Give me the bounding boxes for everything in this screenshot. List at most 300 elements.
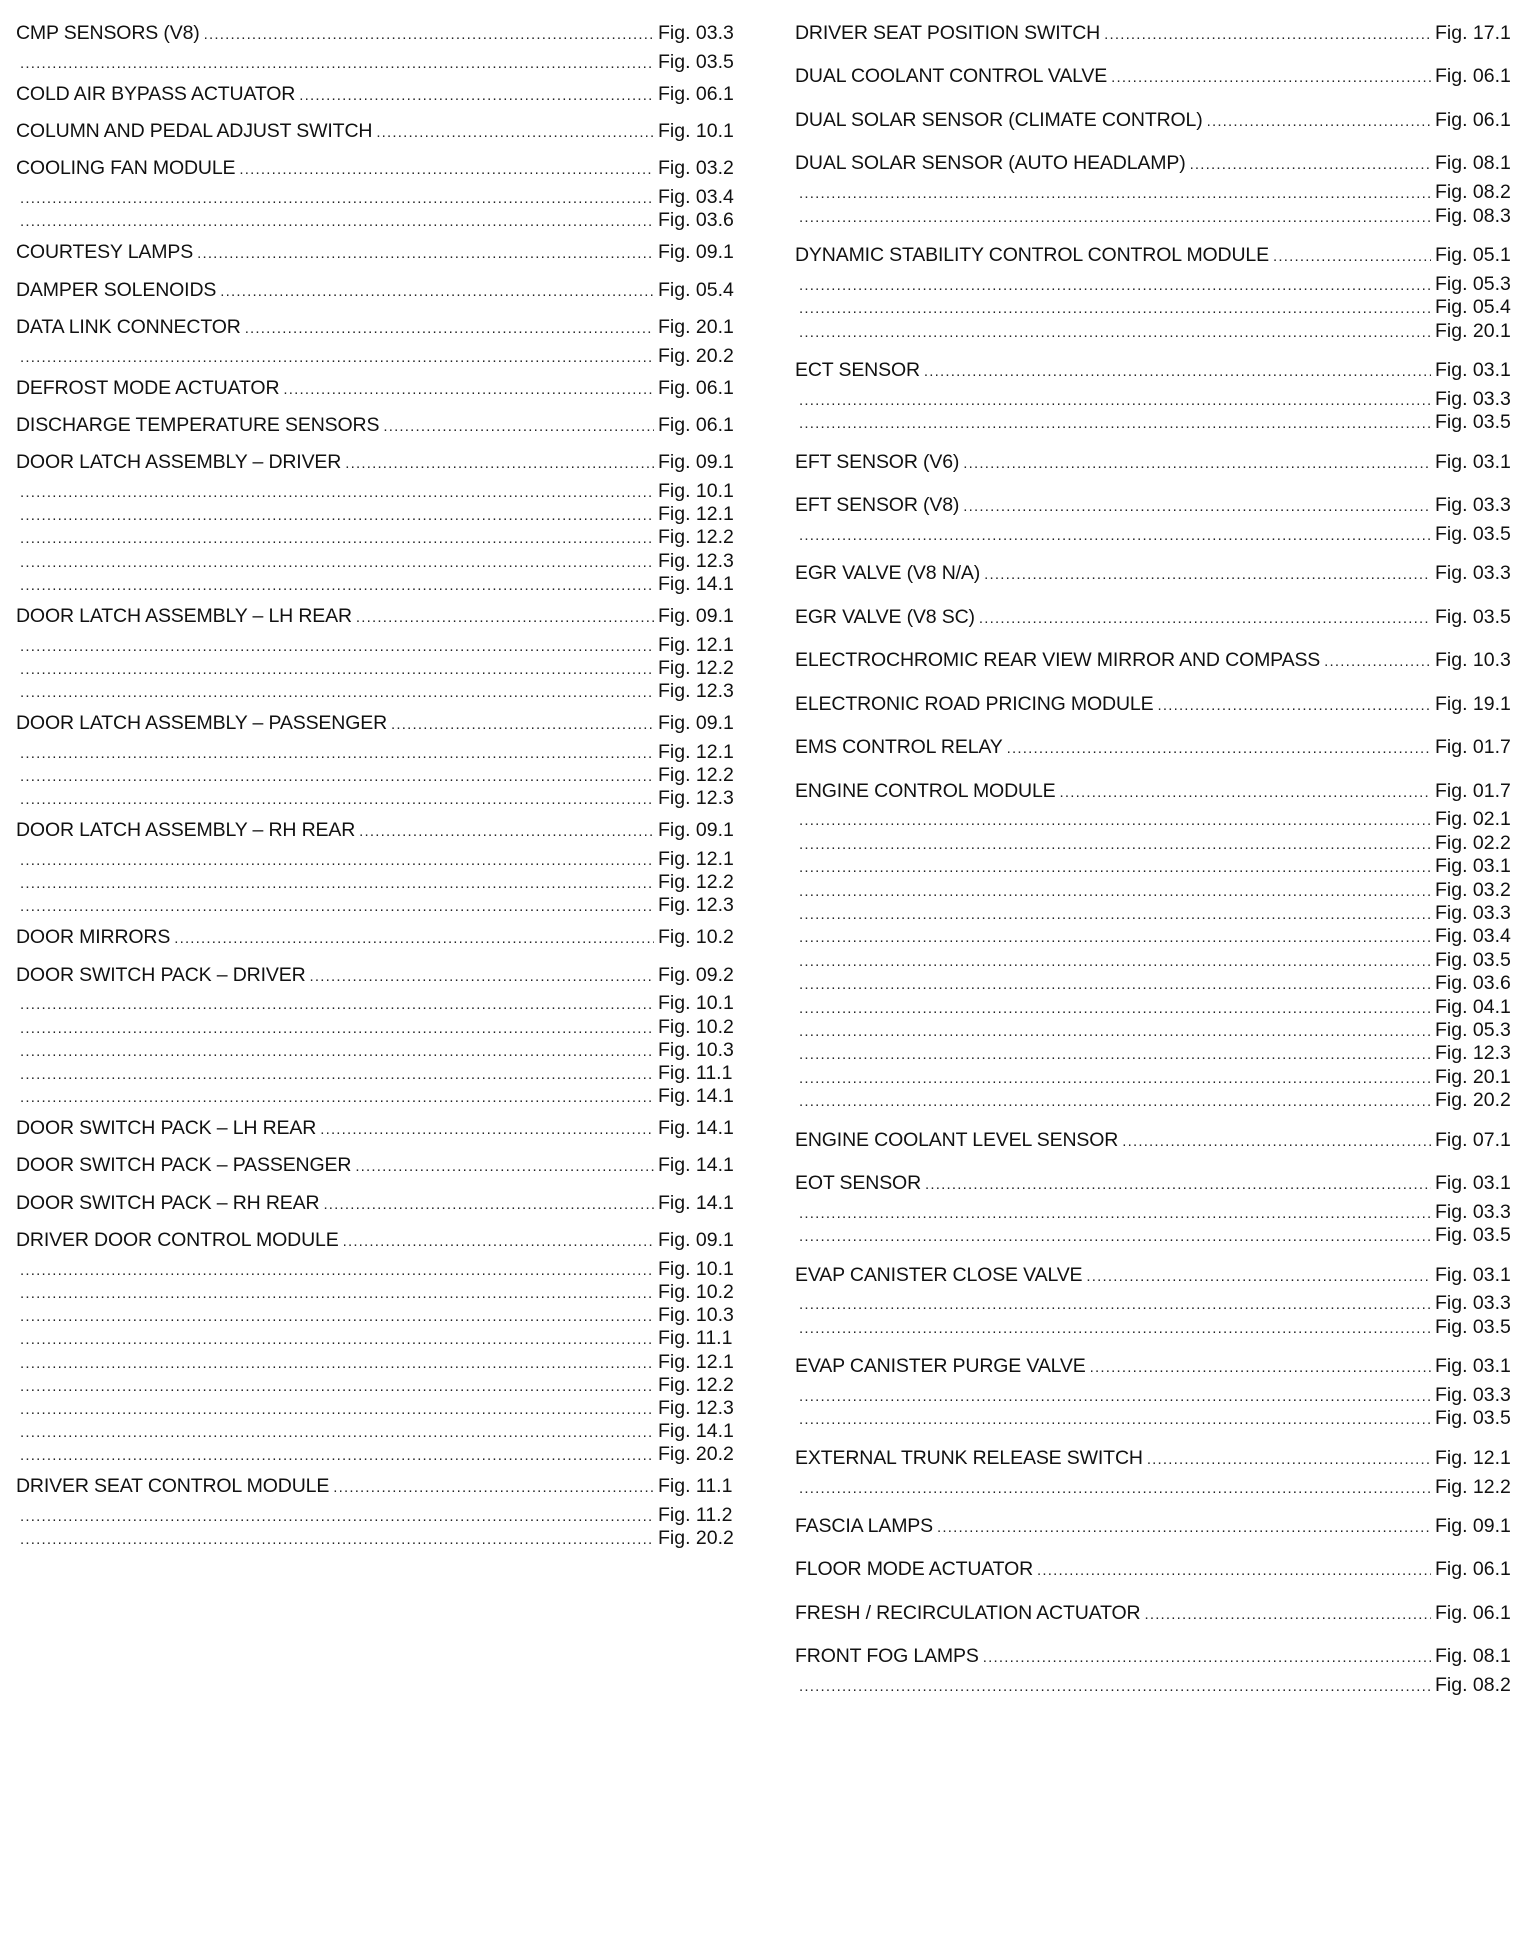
index-continuation-line — [795, 1042, 1523, 1065]
index-entry — [795, 736, 1523, 765]
index-continuation-line — [16, 1527, 746, 1550]
dot-leader — [799, 277, 1431, 294]
entry-label: DUAL COOLANT CONTROL VALVE — [795, 65, 1108, 88]
index-entry — [795, 494, 1523, 546]
dot-leader — [1122, 1133, 1431, 1150]
index-continuation-line — [16, 1085, 746, 1108]
figure-reference: Fig. 03.3 — [1435, 562, 1511, 585]
dot-leader — [799, 1296, 1431, 1313]
dot-leader — [1157, 697, 1431, 714]
figure-reference: Fig. 20.1 — [658, 315, 734, 338]
dot-leader — [20, 554, 654, 571]
dot-leader — [1190, 156, 1431, 173]
index-entry-line — [16, 1229, 746, 1258]
dot-leader — [20, 190, 654, 207]
index-continuation-line — [16, 550, 746, 573]
figure-reference: Fig. 08.3 — [1435, 204, 1511, 227]
figure-reference: Fig. 03.5 — [658, 50, 734, 73]
index-entry — [795, 1129, 1523, 1158]
entry-label: DRIVER SEAT CONTROL MODULE — [16, 1475, 330, 1498]
figure-reference: Fig. 05.4 — [658, 278, 734, 301]
index-continuation-line — [16, 787, 746, 810]
dot-leader — [20, 1508, 654, 1525]
figure-reference: Fig. 14.1 — [658, 1117, 734, 1140]
index-entry-line — [795, 1172, 1523, 1201]
dot-leader — [924, 363, 1431, 380]
index-entry — [795, 562, 1523, 591]
index-entry — [16, 1229, 746, 1466]
index-continuation-line — [16, 1443, 746, 1466]
dot-leader — [799, 1411, 1431, 1428]
index-entry-line — [795, 1129, 1523, 1158]
index-entry-line — [795, 1447, 1523, 1476]
index-entry — [795, 109, 1523, 138]
figure-reference: Fig. 08.1 — [1435, 152, 1511, 175]
figure-reference: Fig. 06.1 — [658, 82, 734, 105]
dot-leader — [799, 929, 1431, 946]
figure-reference: Fig. 20.1 — [1435, 1065, 1511, 1088]
index-entry-line — [795, 1645, 1523, 1674]
index-continuation-line — [16, 480, 746, 503]
figure-reference: Fig. 06.1 — [1435, 65, 1511, 88]
dot-leader — [799, 836, 1431, 853]
index-entry-line — [795, 65, 1523, 94]
index-entry — [16, 83, 746, 112]
figure-reference: Fig. 03.5 — [1435, 605, 1511, 628]
figure-reference: Fig. 06.1 — [658, 376, 734, 399]
index-entry-line — [795, 780, 1523, 809]
figure-reference: Fig. 03.3 — [658, 22, 734, 44]
figure-reference: Fig. 12.1 — [658, 633, 734, 656]
figure-reference: Fig. 03.1 — [1435, 1263, 1511, 1286]
figure-reference: Fig. 19.1 — [1435, 692, 1511, 715]
dot-leader — [20, 530, 654, 547]
index-entry-line — [16, 1192, 746, 1221]
index-continuation-line — [16, 526, 746, 549]
dot-leader — [1090, 1359, 1431, 1376]
index-continuation-line — [16, 1062, 746, 1085]
figure-reference: Fig. 07.1 — [1435, 1128, 1511, 1151]
figure-reference: Fig. 12.1 — [1435, 1446, 1511, 1469]
index-entry — [16, 605, 746, 703]
figure-reference: Fig. 11.2 — [658, 1504, 733, 1527]
figure-reference: Fig. 03.5 — [1435, 522, 1511, 545]
figure-reference: Fig. 09.1 — [658, 712, 734, 734]
index-entry-line — [16, 819, 746, 848]
figure-reference: Fig. 12.1 — [658, 740, 734, 763]
dot-leader — [20, 1531, 654, 1548]
dot-leader — [20, 898, 654, 915]
dot-leader — [20, 507, 654, 524]
figure-reference: Fig. 08.1 — [1435, 1645, 1511, 1668]
dot-leader — [299, 87, 654, 104]
dot-leader — [1104, 26, 1431, 43]
index-entry-line — [16, 451, 746, 480]
index-entry — [16, 926, 746, 955]
index-continuation-line — [795, 1019, 1523, 1042]
dot-leader — [984, 566, 1431, 583]
index-continuation-line — [795, 1066, 1523, 1089]
figure-reference: Fig. 03.1 — [1435, 450, 1511, 473]
dot-leader — [799, 1228, 1431, 1245]
entry-label: DOOR LATCH ASSEMBLY – DRIVER — [16, 451, 342, 474]
entry-label: DEFROST MODE ACTUATOR — [16, 376, 280, 399]
figure-reference: Fig. 10.1 — [658, 120, 734, 143]
figure-reference: Fig. 10.2 — [658, 1281, 734, 1304]
figure-reference: Fig. 08.2 — [1435, 1674, 1511, 1697]
figure-reference: Fig. 10.3 — [1435, 649, 1511, 672]
entry-label: EGR VALVE (V8 SC) — [795, 605, 975, 628]
index-entry-line — [795, 606, 1523, 635]
entry-label: FASCIA LAMPS — [795, 1514, 934, 1537]
dot-leader — [20, 638, 654, 655]
index-continuation-line — [795, 1224, 1523, 1247]
entry-label: CMP SENSORS (V8) — [16, 22, 200, 44]
entry-label: ENGINE CONTROL MODULE — [795, 779, 1056, 802]
figure-reference: Fig. 20.2 — [658, 1443, 734, 1466]
index-continuation-line — [795, 972, 1523, 995]
index-continuation-line — [16, 741, 746, 764]
dot-leader — [359, 823, 654, 840]
index-entry — [16, 157, 746, 232]
dot-leader — [20, 1089, 654, 1106]
figure-reference: Fig. 12.3 — [1435, 1042, 1511, 1065]
index-continuation-line — [795, 1384, 1523, 1407]
figure-reference: Fig. 10.1 — [658, 1257, 734, 1280]
index-entry — [795, 1558, 1523, 1587]
dot-leader — [20, 1262, 654, 1279]
figure-reference: Fig. 03.5 — [1435, 1224, 1511, 1247]
dot-leader — [799, 1678, 1431, 1695]
index-continuation-line — [16, 1374, 746, 1397]
dot-leader — [20, 745, 654, 762]
index-continuation-line — [16, 1304, 746, 1327]
dot-leader — [20, 875, 654, 892]
entry-label: EXTERNAL TRUNK RELEASE SWITCH — [795, 1446, 1143, 1469]
dot-leader — [799, 906, 1431, 923]
figure-reference: Fig. 11.1 — [658, 1475, 733, 1498]
entry-label: FLOOR MODE ACTUATOR — [795, 1558, 1034, 1581]
figure-reference: Fig. 03.3 — [1435, 902, 1511, 925]
figure-reference: Fig. 02.1 — [1435, 808, 1511, 831]
index-entry-line — [795, 562, 1523, 591]
index-continuation-line — [16, 1258, 746, 1281]
figure-reference: Fig. 12.2 — [658, 1373, 734, 1396]
index-entry-line — [795, 494, 1523, 523]
dot-leader — [1207, 113, 1431, 130]
dot-leader — [376, 124, 654, 141]
dot-leader — [1273, 248, 1431, 265]
entry-label: DOOR LATCH ASSEMBLY – RH REAR — [16, 819, 356, 842]
figure-reference: Fig. 12.3 — [658, 680, 734, 703]
dot-leader — [799, 1320, 1431, 1337]
index-entry-line — [795, 1558, 1523, 1587]
figure-reference: Fig. 20.1 — [1435, 319, 1511, 342]
dot-leader — [20, 55, 654, 72]
entry-label: DYNAMIC STABILITY CONTROL CONTROL MODULE — [795, 244, 1269, 267]
figure-reference: Fig. 03.3 — [1435, 1200, 1511, 1223]
figure-reference: Fig. 09.1 — [1435, 1514, 1511, 1537]
index-continuation-line — [16, 1351, 746, 1374]
dot-leader — [799, 1070, 1431, 1087]
dot-leader — [20, 768, 654, 785]
entry-label: EFT SENSOR (V8) — [795, 494, 960, 517]
entry-label: COURTESY LAMPS — [16, 241, 194, 264]
dot-leader — [799, 1093, 1431, 1110]
index-continuation-line — [16, 503, 746, 526]
index-entry-line — [16, 377, 746, 406]
dot-leader — [799, 1023, 1431, 1040]
index-entry-line — [16, 926, 746, 955]
dot-leader — [1324, 653, 1431, 670]
figure-reference: Fig. 03.5 — [1435, 1407, 1511, 1430]
dot-leader — [355, 1158, 654, 1175]
entry-label: EVAP CANISTER CLOSE VALVE — [795, 1263, 1083, 1286]
dot-leader — [383, 418, 654, 435]
dot-leader — [20, 1424, 654, 1441]
index-entry — [795, 1264, 1523, 1340]
dot-leader — [799, 812, 1431, 829]
dot-leader — [20, 661, 654, 678]
index-entry-line — [16, 605, 746, 634]
dot-leader — [799, 1205, 1431, 1222]
index-entry-line — [795, 1264, 1523, 1293]
entry-label: COLUMN AND PEDAL ADJUST SWITCH — [16, 120, 373, 143]
index-continuation-line — [16, 764, 746, 787]
index-continuation-line — [795, 949, 1523, 972]
entry-label: DOOR MIRRORS — [16, 926, 171, 949]
index-entry-line — [16, 316, 746, 345]
index-entry-line — [795, 1355, 1523, 1384]
dot-leader — [20, 1020, 654, 1037]
index-entry-line — [795, 1515, 1523, 1544]
entry-label: DOOR LATCH ASSEMBLY – PASSENGER — [16, 712, 388, 734]
dot-leader — [20, 791, 654, 808]
entry-label: ELECTROCHROMIC REAR VIEW MIRROR AND COMPASS — [795, 649, 1321, 672]
figure-reference: Fig. 09.2 — [658, 963, 734, 986]
dot-leader — [20, 1308, 654, 1325]
dot-leader — [197, 245, 654, 262]
index-continuation-line — [795, 1674, 1523, 1697]
figure-reference: Fig. 10.3 — [658, 1304, 734, 1327]
dot-leader — [20, 1401, 654, 1418]
entry-label: DATA LINK CONNECTOR — [16, 315, 241, 338]
figure-reference: Fig. 09.1 — [658, 1229, 734, 1252]
entry-label: DOOR SWITCH PACK – RH REAR — [16, 1191, 320, 1214]
dot-leader — [1037, 1562, 1431, 1579]
figure-reference: Fig. 14.1 — [658, 1420, 734, 1443]
dot-leader — [937, 1519, 1431, 1536]
entry-label: FRESH / RECIRCULATION ACTUATOR — [795, 1601, 1141, 1624]
index-entry-line — [795, 152, 1523, 181]
index-entry — [16, 819, 746, 917]
index-continuation-line — [16, 51, 746, 74]
figure-reference: Fig. 02.2 — [1435, 831, 1511, 854]
index-continuation-line — [795, 1476, 1523, 1499]
index-continuation-line — [795, 181, 1523, 204]
figure-reference: Fig. 12.3 — [658, 1396, 734, 1419]
index-continuation-line — [16, 1327, 746, 1350]
entry-label: DISCHARGE TEMPERATURE SENSORS — [16, 414, 380, 437]
dot-leader — [343, 1233, 654, 1250]
figure-reference: Fig. 03.3 — [1435, 494, 1511, 517]
dot-leader — [963, 498, 1431, 515]
figure-reference: Fig. 03.1 — [1435, 855, 1511, 878]
index-entry — [16, 120, 746, 149]
index-continuation-line — [16, 680, 746, 703]
dot-leader — [20, 484, 654, 501]
index-entry — [16, 712, 746, 810]
index-entry-line — [16, 1117, 746, 1146]
figure-reference: Fig. 20.2 — [1435, 1089, 1511, 1112]
dot-leader — [174, 930, 654, 947]
dot-leader — [963, 455, 1431, 472]
dot-leader — [20, 1285, 654, 1302]
dot-leader — [799, 976, 1431, 993]
figure-reference: Fig. 03.3 — [1435, 1383, 1511, 1406]
index-entry-line — [16, 712, 746, 741]
entry-label: DRIVER DOOR CONTROL MODULE — [16, 1229, 339, 1252]
dot-leader — [1086, 1268, 1431, 1285]
entry-label: FRONT FOG LAMPS — [795, 1645, 979, 1668]
figure-reference: Fig. 05.1 — [1435, 244, 1511, 267]
index-entry-line — [16, 964, 746, 993]
figure-reference: Fig. 09.1 — [658, 241, 734, 264]
index-continuation-line — [795, 411, 1523, 434]
figure-reference: Fig. 12.1 — [658, 503, 734, 526]
entry-label: DAMPER SOLENOIDS — [16, 278, 217, 301]
figure-reference: Fig. 03.2 — [1435, 878, 1511, 901]
figure-reference: Fig. 03.1 — [1435, 1172, 1511, 1195]
figure-reference: Fig. 12.2 — [658, 763, 734, 786]
dot-leader — [799, 185, 1431, 202]
figure-reference: Fig. 12.2 — [658, 871, 734, 894]
figure-reference: Fig. 14.1 — [658, 1191, 734, 1214]
dot-leader — [799, 415, 1431, 432]
index-entry-line — [795, 109, 1523, 138]
figure-reference: Fig. 08.2 — [1435, 181, 1511, 204]
dot-leader — [1007, 740, 1431, 757]
entry-label: EVAP CANISTER PURGE VALVE — [795, 1355, 1086, 1378]
figure-reference: Fig. 03.1 — [1435, 359, 1511, 381]
dot-leader — [345, 455, 654, 472]
index-entry-line — [795, 451, 1523, 480]
dot-leader — [799, 1480, 1431, 1497]
figure-reference: Fig. 11.1 — [658, 1327, 733, 1350]
dot-leader — [245, 320, 654, 337]
index-entry — [795, 1645, 1523, 1697]
figure-reference: Fig. 03.5 — [1435, 948, 1511, 971]
index-entry — [795, 1515, 1523, 1544]
index-continuation-line — [795, 925, 1523, 948]
index-continuation-line — [795, 879, 1523, 902]
index-entry — [795, 152, 1523, 228]
figure-reference: Fig. 03.1 — [1435, 1355, 1511, 1378]
dot-leader — [323, 1196, 654, 1213]
index-continuation-line — [795, 388, 1523, 411]
figure-reference: Fig. 10.1 — [658, 992, 734, 1015]
dot-leader — [20, 852, 654, 869]
figure-reference: Fig. 03.6 — [658, 209, 734, 232]
index-entry — [16, 22, 746, 74]
figure-reference: Fig. 14.1 — [658, 572, 734, 595]
dot-leader — [799, 1046, 1431, 1063]
index-entry — [795, 1355, 1523, 1431]
dot-leader — [20, 1331, 654, 1348]
index-entry-line — [795, 736, 1523, 765]
figure-reference: Fig. 20.2 — [658, 344, 734, 367]
dot-leader — [333, 1479, 654, 1496]
index-entry — [795, 1602, 1523, 1631]
figure-reference: Fig. 20.2 — [658, 1527, 734, 1550]
index-entry-line — [795, 1602, 1523, 1631]
figure-reference: Fig. 12.1 — [658, 1350, 734, 1373]
figure-reference: Fig. 05.4 — [1435, 296, 1511, 319]
index-continuation-line — [795, 1407, 1523, 1430]
figure-reference: Fig. 06.1 — [1435, 1558, 1511, 1581]
index-continuation-line — [795, 1316, 1523, 1339]
dot-leader — [799, 859, 1431, 876]
dot-leader — [799, 324, 1431, 341]
figure-reference: Fig. 12.2 — [1435, 1475, 1511, 1498]
dot-leader — [1144, 1606, 1431, 1623]
index-entry-line — [795, 693, 1523, 722]
index-entry — [795, 451, 1523, 480]
entry-label: ENGINE COOLANT LEVEL SENSOR — [795, 1128, 1119, 1151]
dot-leader — [1060, 784, 1432, 801]
figure-reference: Fig. 11.1 — [658, 1061, 733, 1084]
dot-leader — [799, 953, 1431, 970]
index-entry-line — [795, 649, 1523, 678]
index-continuation-line — [795, 855, 1523, 878]
figure-reference: Fig. 03.4 — [1435, 925, 1511, 948]
index-continuation-line — [795, 205, 1523, 228]
figure-reference: Fig. 14.1 — [658, 1154, 734, 1177]
dot-leader — [20, 1447, 654, 1464]
index-continuation-line — [795, 320, 1523, 343]
index-entry — [16, 1192, 746, 1221]
figure-reference: Fig. 12.3 — [658, 787, 734, 810]
entry-label: EMS CONTROL RELAY — [795, 736, 1003, 759]
index-entry-line — [795, 244, 1523, 273]
index-entry — [16, 1117, 746, 1146]
figure-reference: Fig. 10.2 — [658, 926, 734, 949]
index-continuation-line — [795, 832, 1523, 855]
dot-leader — [20, 213, 654, 230]
dot-leader — [204, 26, 654, 43]
figure-reference: Fig. 12.1 — [658, 847, 734, 870]
dot-leader — [310, 968, 654, 985]
index-entry — [16, 316, 746, 368]
index-continuation-line — [795, 273, 1523, 296]
index-entry-line — [16, 120, 746, 149]
dot-leader — [20, 996, 654, 1013]
figure-reference: Fig. 03.3 — [1435, 387, 1511, 410]
index-continuation-line — [16, 894, 746, 917]
index-continuation-line — [795, 1292, 1523, 1315]
index-entry — [795, 606, 1523, 635]
index-continuation-line — [16, 992, 746, 1015]
index-entry-line — [795, 359, 1523, 388]
figure-reference: Fig. 06.1 — [658, 414, 734, 437]
figure-reference: Fig. 09.1 — [658, 451, 734, 474]
index-entry-line — [16, 1475, 746, 1504]
dot-leader — [979, 610, 1431, 627]
index-entry — [16, 451, 746, 596]
entry-label: ELECTRONIC ROAD PRICING MODULE — [795, 692, 1154, 715]
entry-label: DOOR SWITCH PACK – DRIVER — [16, 963, 306, 986]
index-entry-line — [16, 83, 746, 112]
